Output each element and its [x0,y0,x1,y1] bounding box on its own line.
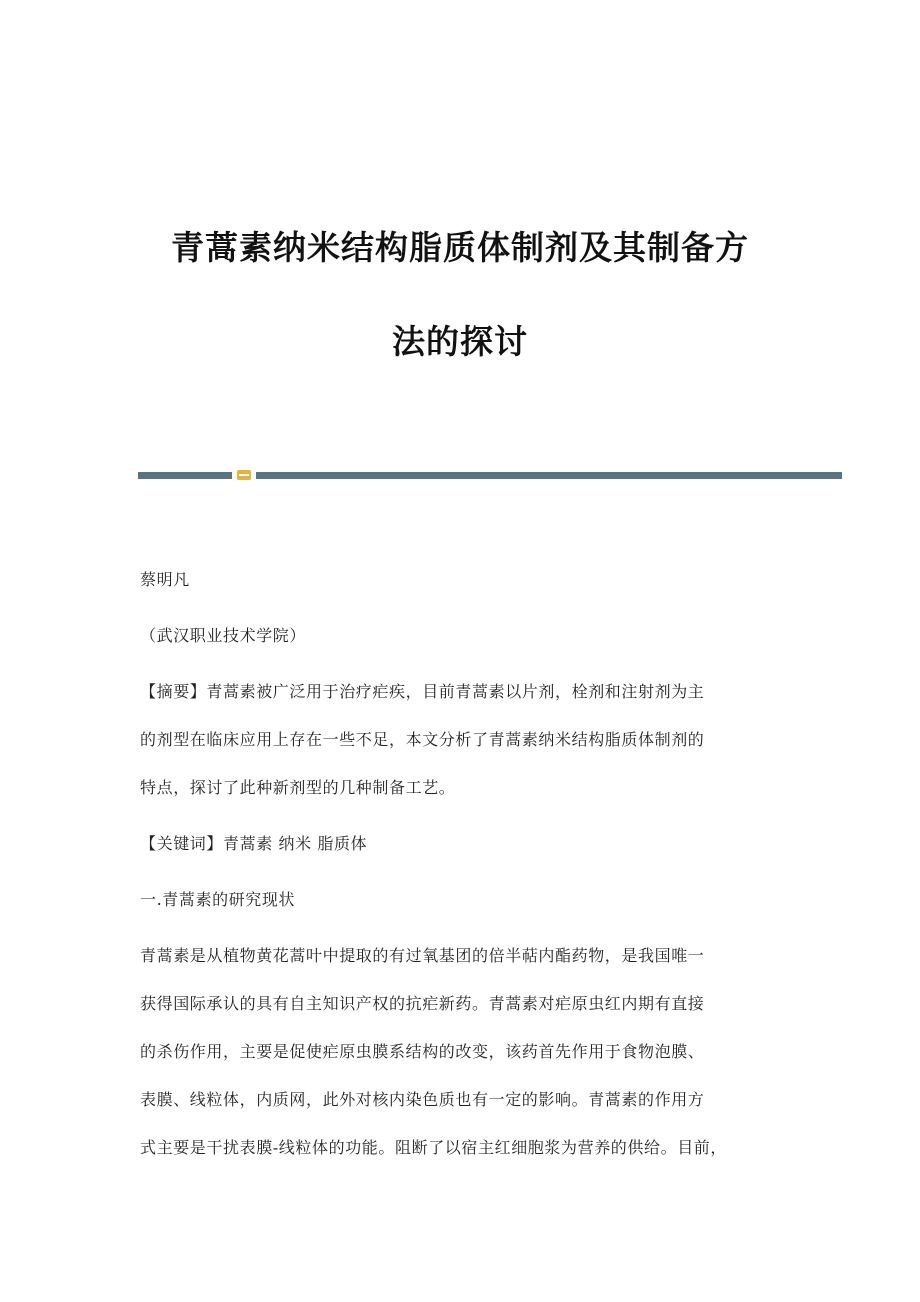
divider-left-segment [138,472,232,479]
body-line: 青蒿素是从植物黄花蒿叶中提取的有过氧基团的倍半萜内酯药物，是我国唯一 [140,946,705,965]
author-affiliation: （武汉职业技术学院） [140,626,307,645]
body-line: 获得国际承认的具有自主知识产权的抗疟新药。青蒿素对疟原虫红内期有直接 [140,994,705,1013]
abstract-line: 的剂型在临床应用上存在一些不足，本文分析了青蒿素纳米结构脂质体制剂的 [140,730,705,749]
document-title-line-2: 法的探讨 [392,322,528,361]
author-name: 蔡明凡 [140,570,190,589]
envelope-icon [237,470,251,480]
abstract-line: 特点，探讨了此种新剂型的几种制备工艺。 [140,778,456,797]
body-line: 表膜、线粒体，内质网，此外对核内染色质也有一定的影响。青蒿素的作用方 [140,1090,705,1109]
divider-right-segment [256,472,842,479]
abstract-line: 【摘要】青蒿素被广泛用于治疗疟疾，目前青蒿素以片剂，栓剂和注射剂为主 [140,682,705,701]
section-heading: 一.青蒿素的研究现状 [140,890,296,909]
body-line: 式主要是干扰表膜-线粒体的功能。阻断了以宿主红细胞浆为营养的供给。目前， [140,1138,728,1157]
title-divider [138,470,842,480]
document-title-line-1: 青蒿素纳米结构脂质体制剂及其制备方 [171,228,749,267]
body-line: 的杀伤作用，主要是促使疟原虫膜系结构的改变，该药首先作用于食物泡膜、 [140,1042,705,1061]
keywords: 【关键词】青蒿素 纳米 脂质体 [140,834,368,853]
